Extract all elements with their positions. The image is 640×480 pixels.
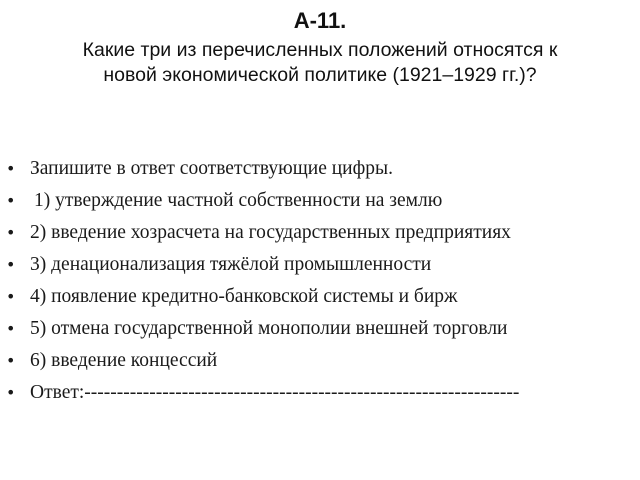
option-3-text: 3) денационализация тяжёлой промышленности xyxy=(30,254,432,275)
options-list xyxy=(0,153,640,409)
bullet-icon: • xyxy=(6,223,16,242)
bullet-icon: • xyxy=(6,319,16,338)
bullet-icon: • xyxy=(6,351,16,370)
list-item-instruction xyxy=(0,153,640,185)
list-item-option-4 xyxy=(0,281,640,313)
answer-line: Ответ:------------------------------------------------------------------- xyxy=(30,382,520,403)
bullet-icon: • xyxy=(6,287,16,306)
option-1-text: 1) утверждение частной собственности на землю xyxy=(34,190,443,211)
list-item-answer xyxy=(0,377,640,409)
option-2-text: 2) введение хозрасчета на государственных предприятиях xyxy=(30,222,511,243)
option-4-text: 4) появление кредитно-банковской системы и бирж xyxy=(30,286,458,307)
list-item-option-1 xyxy=(0,185,640,217)
question-text-line-1: Какие три из перечисленных положений относятся к xyxy=(82,39,558,61)
question-number: А-11. xyxy=(293,8,347,33)
bullet-icon: • xyxy=(6,255,16,274)
list-item-option-6 xyxy=(0,345,640,377)
bullet-icon: • xyxy=(6,191,16,210)
bullet-icon: • xyxy=(6,383,16,402)
bullet-icon: • xyxy=(6,159,16,178)
slide-title xyxy=(0,8,640,88)
question-text-line-2: новой экономической политике (1921–1929 гг.)? xyxy=(103,64,537,86)
option-5-text: 5) отмена государственной монополии внешней торговли xyxy=(30,318,508,339)
option-6-text: 6) введение концессий xyxy=(30,350,218,371)
list-item-option-2 xyxy=(0,217,640,249)
list-item-option-5 xyxy=(0,313,640,345)
list-item-option-3 xyxy=(0,249,640,281)
instruction-text: Запишите в ответ соответствующие цифры. xyxy=(30,158,393,179)
